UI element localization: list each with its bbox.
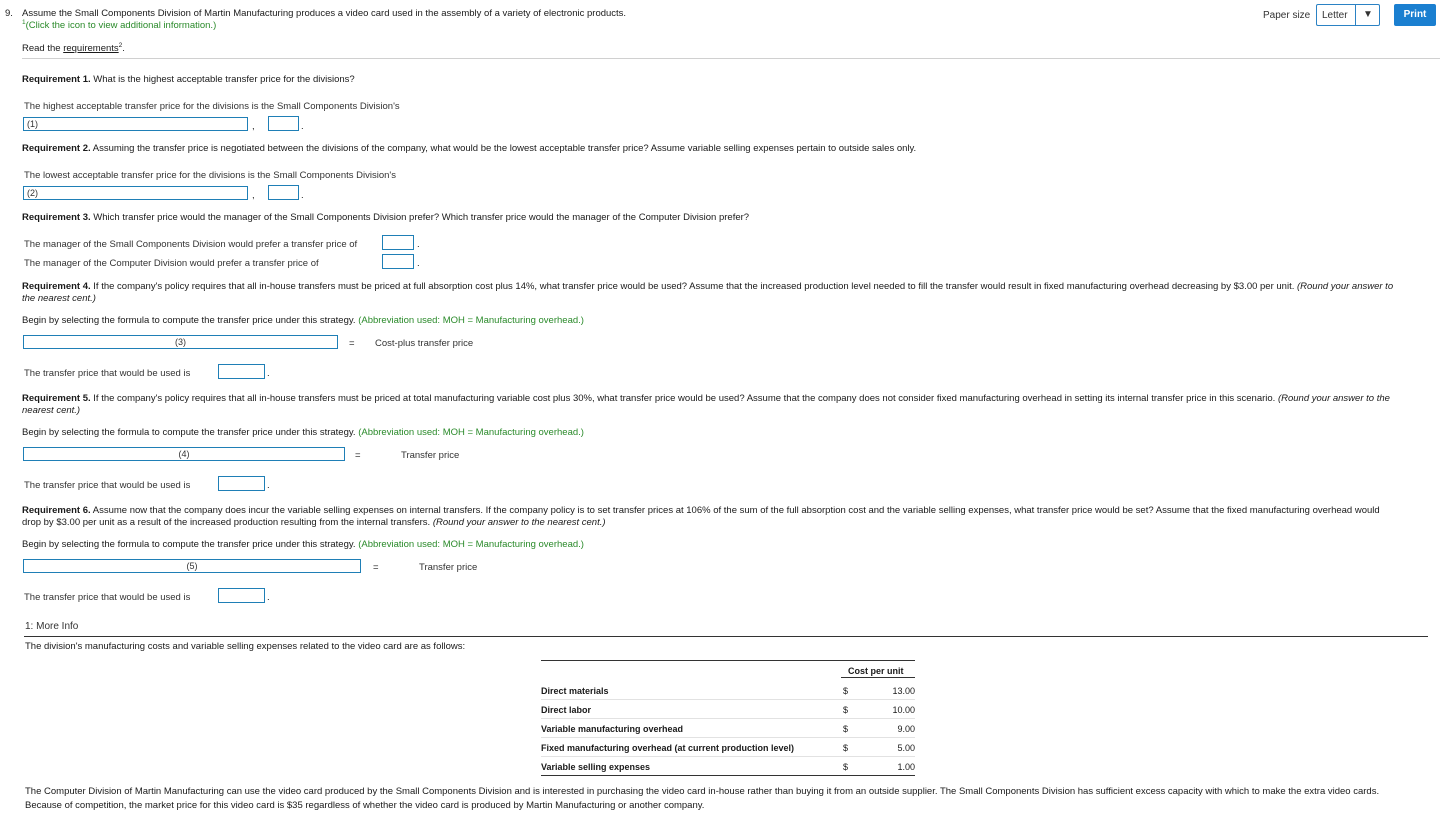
paper-size-value: Letter bbox=[1322, 10, 1348, 21]
cost-table-row bbox=[541, 757, 915, 776]
cost-per-unit-header: Cost per unit bbox=[848, 666, 904, 676]
req4-text: If the company's policy requires that all in-house transfers must be priced at full absorption cost plus 14%, what transfer price would be used? Assume that the increased production level needed to fill the transfer would result in fixed manufacturing overhead decreasing by $3.00 per unit. bbox=[90, 281, 1295, 292]
req2-period: . bbox=[301, 190, 304, 201]
footer-line1: The Computer Division of Martin Manufacturing can use the video card produced by the Small Components Division and is interested in purchasing the video card in-house rather than buying it from an outside supplier. The Small Components Division has sufficient excess capacity with which to make the extra video cards. bbox=[25, 786, 1380, 797]
req2-prompt bbox=[22, 143, 916, 154]
footnote-ref: 1 bbox=[22, 19, 26, 26]
req5-used-text: The transfer price that would be used is bbox=[24, 480, 191, 491]
req6-prompt-line2 bbox=[22, 517, 606, 528]
req6-abbrev: (Abbreviation used: MOH = Manufacturing overhead.) bbox=[358, 539, 584, 550]
req1-answer-text: The highest acceptable transfer price for the divisions is the Small Components Division's bbox=[24, 101, 400, 112]
more-info-title: 1: More Info bbox=[25, 621, 79, 632]
req5-text: If the company's policy requires that all in-house transfers must be priced at total manufacturing variable cost plus 30%, what transfer price would be used? Assume that the company does not consider fixed manufacturing overhead in setting its internal transfer price in this scenario. bbox=[90, 393, 1276, 404]
req4-round-note-b: the nearest cent.) bbox=[22, 293, 96, 304]
req6-round-note: (Round your answer to the nearest cent.) bbox=[432, 517, 606, 528]
req4-prompt bbox=[22, 281, 1393, 292]
req2-dropdown-value: (2) bbox=[27, 188, 38, 198]
req1-label: Requirement 1. bbox=[22, 74, 91, 85]
req6-dropdown-value: (5) bbox=[186, 561, 198, 571]
click-note: (Click the icon to view additional information.) bbox=[25, 20, 217, 32]
req6-begin bbox=[22, 539, 584, 550]
req6-prompt bbox=[22, 505, 1380, 516]
paper-size-label: Paper size bbox=[1263, 10, 1311, 21]
req5-round-note-b: nearest cent.) bbox=[22, 405, 81, 416]
cost-row-label: Variable manufacturing overhead bbox=[541, 724, 684, 734]
req3-input-small-components[interactable] bbox=[382, 235, 414, 250]
req2-input[interactable] bbox=[268, 185, 299, 200]
req4-begin-text: Begin by selecting the formula to compute the transfer price under this strategy. bbox=[22, 315, 356, 326]
req6-formula-dropdown[interactable] bbox=[23, 559, 361, 573]
header-underline bbox=[841, 677, 915, 678]
req5-result-label: Transfer price bbox=[401, 450, 460, 461]
more-info-divider bbox=[24, 636, 1428, 637]
req1-input[interactable] bbox=[268, 116, 299, 131]
req6-result-label: Transfer price bbox=[419, 562, 478, 573]
req6-begin-text: Begin by selecting the formula to compute the transfer price under this strategy. bbox=[22, 539, 356, 550]
chevron-down-icon: ▼ bbox=[1363, 9, 1373, 20]
req6-text2: drop by $3.00 per unit as a result of the increased production resulting from the internal transfers. bbox=[22, 517, 431, 528]
req5-prompt bbox=[22, 393, 1390, 404]
more-info-intro: The division's manufacturing costs and variable selling expenses related to the video card are as follows: bbox=[25, 641, 466, 652]
cost-table bbox=[541, 681, 915, 776]
req6-period: . bbox=[267, 592, 270, 603]
req6-text: Assume now that the company does incur the variable selling expenses on internal transfers. If the company policy is to set transfer prices at 106% of the sum of the full absorption cost and the variable selling expenses, what transfer price would be set? Assume that the fixed manufacturing overhead would bbox=[90, 505, 1380, 516]
read-suffix: . bbox=[122, 43, 125, 55]
info-icon-note[interactable] bbox=[22, 19, 216, 31]
req1-comma: , bbox=[252, 121, 255, 132]
req5-formula-dropdown[interactable] bbox=[23, 447, 345, 461]
req6-used-text: The transfer price that would be used is bbox=[24, 592, 191, 603]
read-prefix: Read the bbox=[22, 43, 64, 55]
requirements-link[interactable]: requirements bbox=[63, 43, 119, 55]
req3-prompt bbox=[22, 212, 749, 223]
req1-period: . bbox=[301, 121, 304, 132]
req4-equals: = bbox=[349, 338, 355, 349]
req4-abbrev: (Abbreviation used: MOH = Manufacturing overhead.) bbox=[358, 315, 584, 326]
req5-answer-input[interactable] bbox=[218, 476, 265, 491]
req4-formula-dropdown[interactable] bbox=[23, 335, 338, 349]
req5-label: Requirement 5. bbox=[22, 393, 91, 404]
req3-period1: . bbox=[417, 239, 420, 250]
cost-table-row bbox=[541, 681, 915, 700]
cost-row-rule bbox=[541, 775, 915, 776]
req3-line1: The manager of the Small Components Division would prefer a transfer price of bbox=[24, 239, 358, 250]
table-top-rule bbox=[541, 660, 915, 661]
req5-equals: = bbox=[355, 450, 361, 461]
cost-row-currency: $ bbox=[843, 724, 849, 734]
req6-answer-input[interactable] bbox=[218, 588, 265, 603]
req2-label: Requirement 2. bbox=[22, 143, 91, 154]
question-intro: Assume the Small Components Division of Martin Manufacturing produces a video card used in the assembly of a variety of electronic products. bbox=[22, 8, 627, 19]
cost-row-value: 13.00 bbox=[892, 686, 915, 696]
question-number: 9. bbox=[5, 8, 13, 19]
req3-label: Requirement 3. bbox=[22, 212, 91, 223]
cost-row-label: Variable selling expenses bbox=[541, 762, 651, 772]
req6-label: Requirement 6. bbox=[22, 505, 91, 516]
paper-size-select[interactable] bbox=[1316, 4, 1380, 26]
req4-begin bbox=[22, 315, 584, 326]
req2-text: Assuming the transfer price is negotiated between the divisions of the company, what would be the lowest acceptable transfer price? Assume variable selling expenses pertain to outside sales only. bbox=[90, 143, 917, 154]
req5-begin bbox=[22, 427, 584, 438]
req4-used-text: The transfer price that would be used is bbox=[24, 368, 191, 379]
req4-label: Requirement 4. bbox=[22, 281, 91, 292]
req1-prompt bbox=[22, 74, 355, 85]
req3-period2: . bbox=[417, 258, 420, 269]
cost-row-label: Direct labor bbox=[541, 705, 592, 715]
req1-dropdown[interactable] bbox=[23, 117, 248, 131]
cost-table-row bbox=[541, 719, 915, 738]
cost-row-currency: $ bbox=[843, 762, 849, 772]
footer-line2: Because of competition, the market price for this video card is $35 regardless of whether the video card is produced by Martin Manufacturing or another company. bbox=[25, 800, 705, 811]
cost-row-currency: $ bbox=[843, 705, 849, 715]
req5-begin-text: Begin by selecting the formula to compute the transfer price under this strategy. bbox=[22, 427, 356, 438]
req5-dropdown-value: (4) bbox=[178, 449, 190, 459]
req4-dropdown-value: (3) bbox=[175, 337, 186, 347]
select-divider bbox=[1355, 5, 1356, 25]
req3-line2: The manager of the Computer Division would prefer a transfer price of bbox=[24, 258, 319, 269]
req4-result-label: Cost-plus transfer price bbox=[375, 338, 474, 349]
req4-answer-input[interactable] bbox=[218, 364, 265, 379]
cost-row-value: 5.00 bbox=[897, 743, 915, 753]
req4-period: . bbox=[267, 368, 270, 379]
header-divider bbox=[22, 58, 1440, 59]
cost-row-label: Direct materials bbox=[541, 686, 609, 696]
req2-answer-text: The lowest acceptable transfer price for the divisions is the Small Components Division's bbox=[24, 170, 396, 181]
req2-comma: , bbox=[252, 190, 255, 201]
req1-dropdown-value: (1) bbox=[27, 119, 38, 129]
req6-equals: = bbox=[373, 562, 379, 573]
req5-period: . bbox=[267, 480, 270, 491]
cost-row-label: Fixed manufacturing overhead (at current production level) bbox=[541, 743, 795, 753]
print-button[interactable]: Print bbox=[1394, 4, 1436, 26]
req5-round-note-a: (Round your answer to the bbox=[1277, 393, 1390, 404]
cost-row-value: 10.00 bbox=[892, 705, 915, 715]
req1-text: What is the highest acceptable transfer price for the divisions? bbox=[90, 74, 355, 85]
cost-row-value: 1.00 bbox=[897, 762, 915, 772]
read-line bbox=[22, 42, 125, 54]
req3-input-computer-division[interactable] bbox=[382, 254, 414, 269]
cost-table-row bbox=[541, 700, 915, 719]
req3-text: Which transfer price would the manager of the Small Components Division prefer? Which transfer price would the manager of the Computer Division prefer? bbox=[90, 212, 750, 223]
cost-table-row bbox=[541, 738, 915, 757]
cost-row-currency: $ bbox=[843, 686, 849, 696]
cost-row-value: 9.00 bbox=[897, 724, 915, 734]
requirements-ref: 2 bbox=[118, 42, 123, 49]
req2-dropdown[interactable] bbox=[23, 186, 248, 200]
cost-row-currency: $ bbox=[843, 743, 849, 753]
req4-round-note-a: (Round your answer to bbox=[1297, 281, 1394, 292]
req5-abbrev: (Abbreviation used: MOH = Manufacturing overhead.) bbox=[358, 427, 584, 438]
